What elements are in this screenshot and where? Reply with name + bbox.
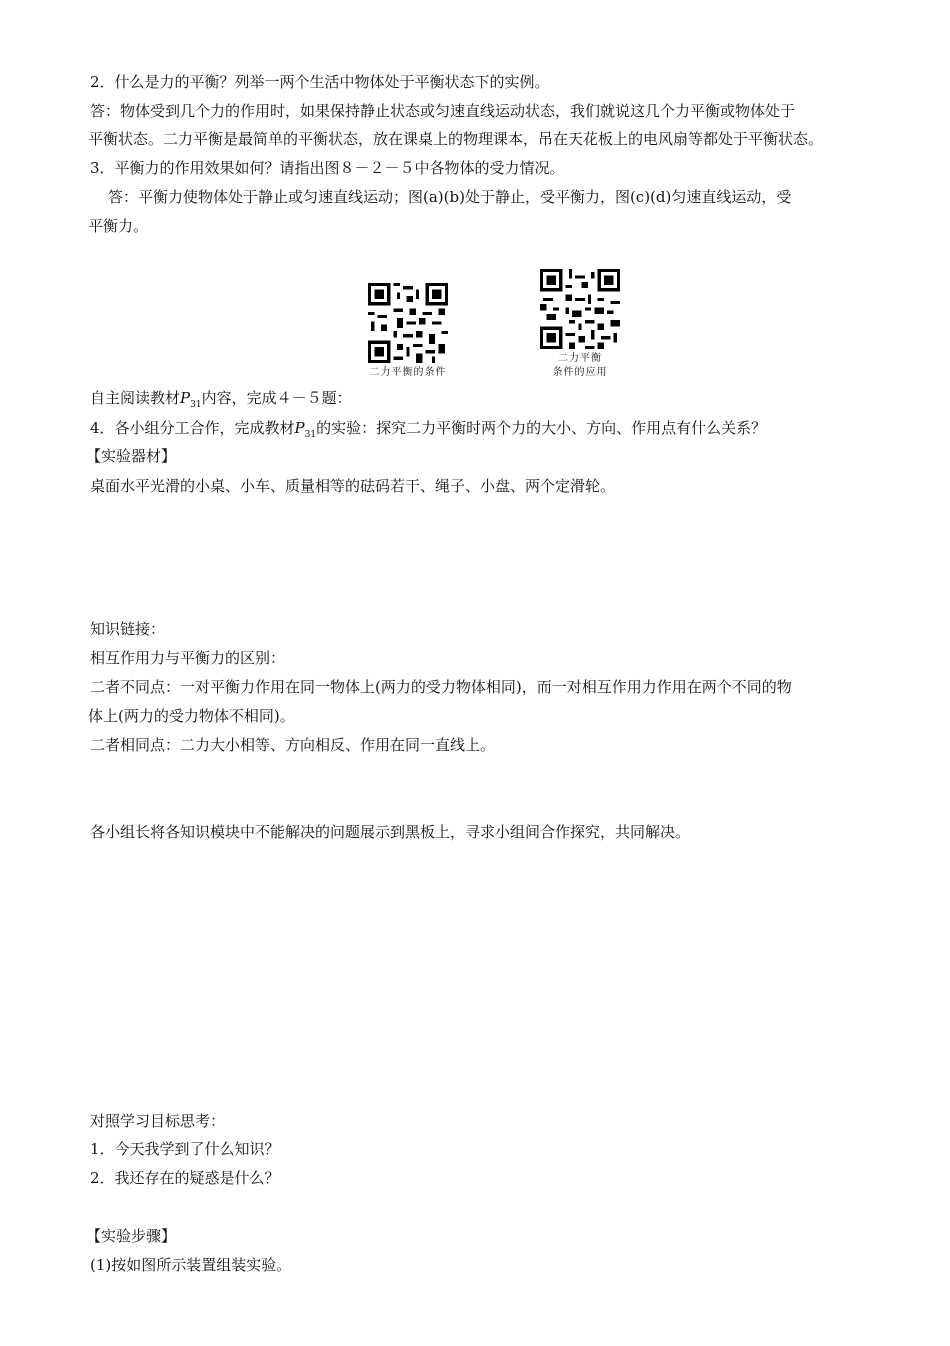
knowledge-diff-line1: 二者不同点：一对平衡力作用在同一物体上(两力的受力物体相同)，而一对相互作用力作用在两个不同的物 (90, 678, 792, 696)
qr-code-icon (368, 283, 448, 363)
equipment-text: 桌面水平光滑的小桌、小车、质量相等的砝码若干、绳子、小盘、两个定滑轮。 (90, 477, 616, 495)
q2-question: 2．什么是力的平衡？列举一两个生活中物体处于平衡状态下的实例。 (90, 73, 550, 91)
qr-caption-2-line2: 条件的应用 (552, 367, 608, 378)
q2-answer-line2: 平衡状态。二力平衡是最简单的平衡状态，放在课桌上的物理课本，吊在天花板上的电风扇等都处于平衡状态。 (88, 130, 824, 148)
knowledge-diff-line2: 体上(两力的受力物体不相同)。 (88, 707, 295, 725)
q3-answer-line2: 平衡力。 (88, 217, 149, 235)
qr-caption-2-line1: 二力平衡 (558, 353, 602, 364)
qr-code-icon (540, 269, 620, 349)
steps-heading: 【实验步骤】 (86, 1227, 177, 1245)
q3-question: 3．平衡力的作用效果如何？请指出图８－２－５中各物体的受力情况。 (90, 159, 565, 177)
steps-step-1: (1)按如图所示装置组装实验。 (90, 1256, 292, 1274)
reflection-item-2: 2．我还存在的疑惑是什么？ (90, 1169, 280, 1187)
knowledge-subtitle: 相互作用力与平衡力的区别： (90, 649, 286, 667)
q2-answer-line1: 答：物体受到几个力的作用时，如果保持静止状态或匀速直线运动状态，我们就说这几个力平衡或物体处于 (90, 102, 796, 120)
knowledge-title: 知识链接： (90, 620, 166, 638)
reading-instruction: 自主阅读教材$P_{31}$内容，完成４－５题： (90, 389, 352, 410)
equipment-heading: 【实验器材】 (86, 447, 177, 465)
reflection-item-1: 1．今天我学到了什么知识？ (90, 1140, 280, 1158)
group-note: 各小组长将各知识模块中不能解决的问题展示到黑板上，寻求小组间合作探究，共同解决。 (90, 823, 691, 841)
q3-answer-line1: 答：平衡力使物体处于静止或匀速直线运动；图(a)(b)处于静止，受平衡力，图(c)(d)匀速直线运动，受 (108, 188, 792, 206)
q4-question: 4．各小组分工合作，完成教材$P_{31}$的实验：探究二力平衡时两个力的大小、方向、作用点有什么关系？ (90, 419, 767, 440)
knowledge-same: 二者相同点：二力大小相等、方向相反、作用在同一直线上。 (90, 736, 496, 754)
qr-caption-1: 二力平衡的条件 (369, 367, 447, 378)
reflection-title: 对照学习目标思考： (90, 1112, 226, 1130)
